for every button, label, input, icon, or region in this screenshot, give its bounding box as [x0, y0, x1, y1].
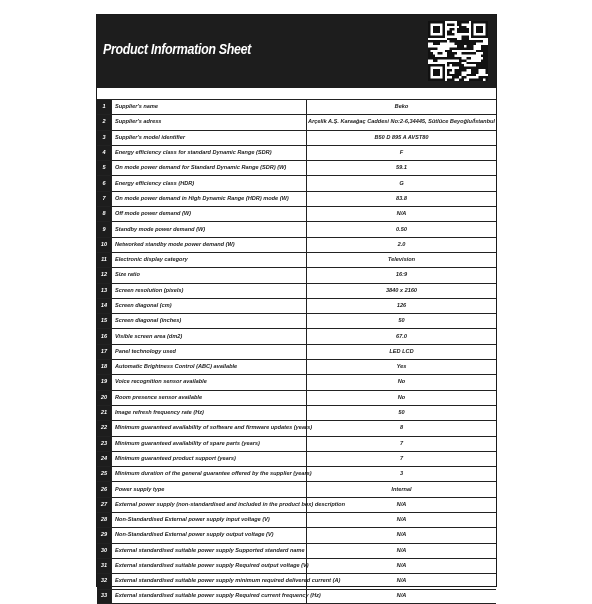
row-value: Internal: [391, 486, 412, 493]
table-row: [97, 466, 496, 481]
table-row: [97, 420, 496, 435]
row-number: 19: [97, 375, 111, 389]
row-label: Supplier's adress: [111, 115, 307, 129]
row-value: 67.0: [396, 333, 407, 340]
row-label: Standby mode power demand (W): [111, 222, 307, 236]
row-label: Voice recognition sensor available: [111, 375, 307, 389]
table-row: [97, 359, 496, 374]
table-row: [97, 267, 496, 282]
row-number: 7: [97, 192, 111, 206]
row-value: 2.0: [397, 241, 406, 248]
row-value: 16:9: [395, 272, 408, 279]
row-label: Image refresh frequency rate (Hz): [111, 406, 307, 420]
row-label: Supplier's model identifier: [111, 131, 307, 145]
row-number: 8: [97, 207, 111, 221]
row-value: LED LCD: [389, 348, 414, 355]
row-label: On mode power demand in High Dynamic Range (HDR) mode (W): [111, 192, 307, 206]
row-value: 83.8: [396, 195, 407, 202]
row-number: 27: [97, 498, 111, 512]
row-label: External standardised suitable power supply minimum required delivered current (A): [111, 574, 307, 588]
row-label: Minimum guaranteed availability of software and firmware updates (years): [111, 421, 307, 435]
row-value: Yes: [396, 364, 407, 371]
row-value: No: [397, 394, 406, 401]
row-number: 10: [97, 238, 111, 252]
row-label: Energy efficiency class for standard Dynamic Range (SDR): [111, 146, 307, 160]
table-row: [97, 252, 496, 267]
row-value: 7: [399, 455, 404, 462]
row-label: Off mode power demand (W): [111, 207, 307, 221]
product-information-sheet: [96, 14, 497, 600]
table-row: [97, 390, 496, 405]
row-value: N/A: [396, 563, 407, 570]
row-label: Minimum guaranteed product support (years): [111, 452, 307, 466]
row-label: Minimum guaranteed availability of spare parts (years): [111, 437, 307, 451]
row-value: N/A: [396, 578, 407, 585]
row-value: Arçelik A.Ş. Karaağaç Caddesi No:2-6,34445, Sütlüce Beyoğlu/İstanbul: [308, 119, 495, 126]
row-number: 20: [97, 391, 111, 405]
row-value: 7: [399, 440, 404, 447]
row-number: 21: [97, 406, 111, 420]
table-row: [97, 175, 496, 190]
row-value: 8: [399, 425, 404, 432]
row-label: Electronic display category: [111, 253, 307, 267]
table-row: [97, 497, 496, 512]
row-number: 26: [97, 482, 111, 496]
row-label: Supplier's name: [111, 100, 307, 114]
table-row: [97, 543, 496, 558]
sheet-header: [97, 15, 496, 88]
row-label: Panel technology used: [111, 345, 307, 359]
row-label: Automatic Brightness Control (ABC) available: [111, 360, 307, 374]
row-number: 17: [97, 345, 111, 359]
row-number: 5: [97, 161, 111, 175]
row-number: 28: [97, 513, 111, 527]
spec-table: [97, 99, 496, 604]
table-row: [97, 573, 496, 588]
row-value: Television: [387, 257, 416, 264]
row-number: 15: [97, 314, 111, 328]
row-label: Non-Standardised External power supply output voltage (V): [111, 528, 307, 542]
row-label: External power supply (non-standardised and included in the product box) description: [111, 498, 307, 512]
table-row: [97, 344, 496, 359]
row-number: 25: [97, 467, 111, 481]
row-label: Screen diagonal (cm): [111, 299, 307, 313]
table-row: [97, 114, 496, 129]
table-row: [97, 512, 496, 527]
row-number: 18: [97, 360, 111, 374]
row-value: G: [399, 180, 404, 187]
row-label: On mode power demand for Standard Dynamic Range (SDR) (W): [111, 161, 307, 175]
row-value: N/A: [396, 547, 407, 554]
row-value: N/A: [396, 211, 407, 218]
row-number: 31: [97, 559, 111, 573]
table-row: [97, 589, 496, 604]
qr-code-icon: [428, 21, 488, 81]
row-number: 12: [97, 268, 111, 282]
row-number: 30: [97, 544, 111, 558]
row-number: 33: [97, 590, 111, 603]
row-number: 22: [97, 421, 111, 435]
row-label: Visible screen area (dm2): [111, 329, 307, 343]
table-row: [97, 283, 496, 298]
row-label: External standardised suitable power supply Required output voltage (V): [111, 559, 307, 573]
table-row: [97, 206, 496, 221]
table-row: [97, 130, 496, 145]
row-value: 3: [399, 471, 404, 478]
row-number: 13: [97, 284, 111, 298]
row-value: 59.1: [396, 165, 407, 172]
row-value: 50: [398, 410, 405, 417]
row-number: 14: [97, 299, 111, 313]
table-row: [97, 191, 496, 206]
table-row: [97, 481, 496, 496]
row-value: 126: [396, 303, 407, 309]
row-value: No: [397, 379, 406, 386]
row-number: 11: [97, 253, 111, 267]
table-row: [97, 328, 496, 343]
row-label: External standardised suitable power supply Required current frequency (Hz): [111, 590, 307, 603]
table-row: [97, 221, 496, 236]
row-label: Size ratio: [111, 268, 307, 282]
row-number: 9: [97, 222, 111, 236]
row-number: 24: [97, 452, 111, 466]
row-value: N/A: [396, 593, 407, 600]
row-value: 0.50: [396, 226, 407, 233]
row-value: 3840 x 2160: [385, 287, 418, 294]
row-number: 29: [97, 528, 111, 542]
table-row: [97, 527, 496, 542]
row-label: Networked standby mode power demand (W): [111, 238, 307, 252]
row-value: B50 D 895 A AVST80: [374, 134, 429, 141]
row-number: 32: [97, 574, 111, 588]
sheet-title: Product Information Sheet: [103, 42, 251, 58]
table-row: [97, 99, 496, 114]
row-label: Screen diagonal (inches): [111, 314, 307, 328]
row-label: Power supply type: [111, 482, 307, 496]
row-number: 16: [97, 329, 111, 343]
row-label: External standardised suitable power supply Supported standard name: [111, 544, 307, 558]
row-label: Room presence sensor available: [111, 391, 307, 405]
row-label: Non-Standardised External power supply input voltage (V): [111, 513, 307, 527]
row-value: N/A: [396, 517, 407, 524]
row-value: 50: [398, 318, 405, 325]
row-value: F: [399, 150, 404, 157]
row-value: N/A: [396, 532, 407, 539]
table-row: [97, 374, 496, 389]
row-number: 2: [97, 115, 111, 129]
row-number: 4: [97, 146, 111, 160]
table-row: [97, 558, 496, 573]
row-label: Minimum duration of the general guarantee offered by the supplier (years): [111, 467, 307, 481]
table-row: [97, 160, 496, 175]
row-number: 23: [97, 437, 111, 451]
row-value: Beko: [394, 104, 409, 111]
table-row: [97, 451, 496, 466]
table-row: [97, 313, 496, 328]
row-label: Screen resolution (pixels): [111, 284, 307, 298]
table-row: [97, 405, 496, 420]
row-number: 6: [97, 176, 111, 190]
row-number: 3: [97, 131, 111, 145]
row-label: Energy efficiency class (HDR): [111, 176, 307, 190]
row-value: N/A: [396, 501, 407, 508]
table-row: [97, 145, 496, 160]
table-row: [97, 237, 496, 252]
table-row: [97, 298, 496, 313]
row-number: 1: [97, 100, 111, 114]
table-row: [97, 436, 496, 451]
